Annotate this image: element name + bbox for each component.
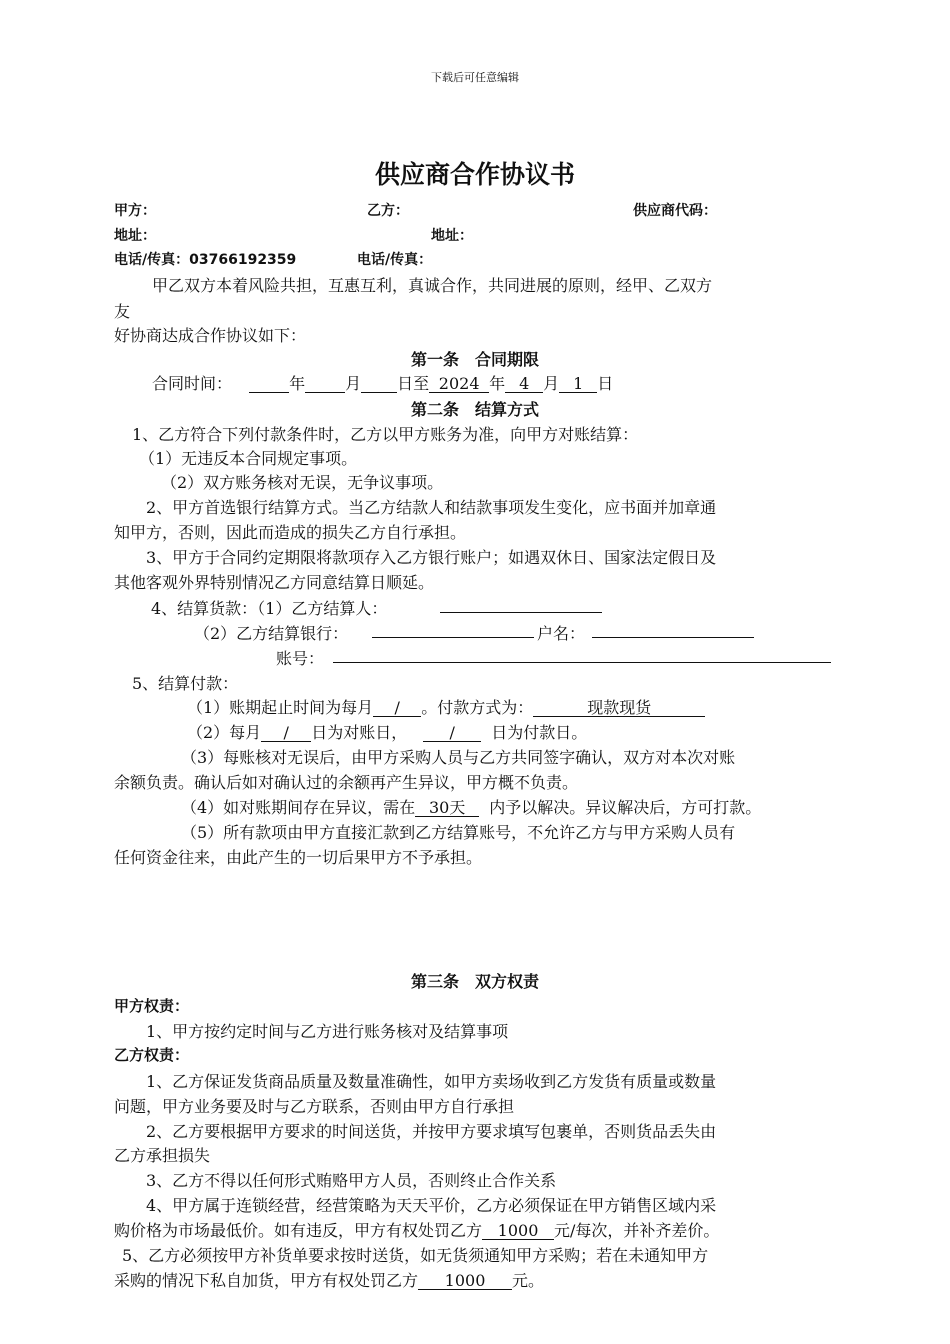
- pay-day-value: /: [423, 725, 481, 742]
- penalty-label-2: 采购的情况下私自加货，甲方有权处罚乙方: [114, 1271, 419, 1290]
- party-b-duty-5-l2: [114, 1268, 544, 1291]
- party-b-duty-2-l2: 乙方承担损失: [114, 1146, 211, 1165]
- month-char-2: 月: [543, 374, 560, 393]
- reconcile-day-value: /: [261, 725, 311, 742]
- intro-line-2: 友: [114, 302, 131, 321]
- party-a-phone: [114, 249, 296, 269]
- end-day: 1: [559, 376, 597, 393]
- intro-line-3: 好协商达成合作协议如下：: [114, 326, 307, 345]
- dispute-days: 30天: [415, 800, 479, 817]
- penalty-suffix-1: 元/每次，并补齐差价。: [554, 1221, 720, 1240]
- party-a-duty-1: 1、甲方按约定时间与乙方进行账务核对及结算事项: [146, 1022, 509, 1041]
- penalty-label-1: 购价格为市场最低价。如有违反，甲方有权处罚乙方: [114, 1221, 483, 1240]
- payment-term-3-l2: 余额负责。确认后如对确认过的余额再产生异议，甲方概不负责。: [114, 773, 579, 792]
- intro-line-1: 甲乙双方本着风险共担，互惠互利，真诚合作，共同进展的原则，经甲、乙双方: [152, 276, 713, 295]
- day-char-2: 日: [597, 374, 614, 393]
- party-b-address-label: 地址：: [431, 228, 473, 244]
- account-number-blank: [333, 662, 831, 663]
- settlement-clause-1: 1、乙方符合下列付款条件时，乙方以甲方账务为准，向甲方对账结算：: [132, 425, 639, 444]
- party-b-duty-5-l1: 5、乙方必须按甲方补货单要求按时送货，如无货须通知甲方采购；若在未通知甲方: [122, 1246, 709, 1265]
- start-year-blank: [249, 376, 289, 393]
- party-a-phone-label: 电话/传真：: [114, 252, 190, 268]
- party-b-phone-label: 电话/传真：: [357, 252, 433, 268]
- party-b-duty-3: 3、乙方不得以任何形式贿赂甲方人员，否则终止合作关系: [146, 1171, 557, 1190]
- settlement-person-label: 4、结算货款：（1）乙方结算人：: [151, 599, 388, 618]
- document-title: 供应商合作协议书: [374, 160, 575, 189]
- party-b-duty-1-l2: 问题，甲方业务要及时与乙方联系，否则由甲方自行承担: [114, 1097, 515, 1116]
- settlement-bank-blank: [372, 637, 534, 638]
- reconcile-day-label: （2）每月: [187, 723, 262, 742]
- settlement-bank-label: （2）乙方结算银行：: [194, 624, 349, 643]
- supplier-code-label: 供应商代码：: [633, 203, 717, 219]
- party-b-duty-4-l2: [114, 1218, 719, 1241]
- start-month-blank: [305, 376, 345, 393]
- billing-period-label: （1）账期起止时间为每月: [187, 698, 374, 717]
- contract-period-label: 合同时间：: [152, 374, 233, 393]
- settlement-clause-3-l2: 其他客观外界特别情况乙方同意结算日顺延。: [114, 573, 435, 592]
- penalty-amount-2: 1000: [418, 1273, 512, 1290]
- party-a-duties-title: 甲方权责：: [114, 997, 190, 1015]
- dispute-label: （4）如对账期间存在异议，需在: [181, 798, 416, 817]
- settlement-clause-2-l2: 知甲方，否则，因此而造成的损失乙方自行承担。: [114, 523, 467, 542]
- payment-method-label: 。付款方式为：: [421, 698, 534, 717]
- penalty-suffix-2: 元。: [512, 1271, 545, 1290]
- contract-period-line: [152, 371, 613, 394]
- party-b-label: 乙方：: [367, 203, 409, 219]
- payment-heading: 5、结算付款：: [132, 674, 239, 693]
- penalty-amount-1: 1000: [482, 1223, 554, 1240]
- dispute-suffix: 内予以解决。异议解决后，方可打款。: [489, 798, 762, 817]
- billing-period-value: /: [373, 700, 421, 717]
- party-b-duty-4-l1: 4、甲方属于连锁经营，经营策略为天天平价，乙方必须保证在甲方销售区域内采: [146, 1196, 717, 1215]
- year-char-2: 年: [489, 374, 506, 393]
- settlement-clause-1a: （1）无违反本合同规定事项。: [139, 449, 358, 468]
- party-b-duties-title: 乙方权责：: [114, 1046, 190, 1064]
- payment-term-4: [181, 795, 761, 818]
- party-a-phone-value: 03766192359: [189, 252, 297, 268]
- end-month: 4: [505, 376, 543, 393]
- payment-term-1: [187, 695, 705, 718]
- payment-term-5-l1: （5）所有款项由甲方直接汇款到乙方结算账号，不允许乙方与甲方采购人员有: [181, 823, 736, 842]
- account-holder-blank: [592, 637, 754, 638]
- payment-term-3-l1: （3）每账核对无误后，由甲方采购人员与乙方共同签字确认，双方对本次对账: [181, 748, 736, 767]
- settlement-clause-3-l1: 3、甲方于合同约定期限将款项存入乙方银行账户；如遇双休日、国家法定假日及: [146, 548, 717, 567]
- settlement-person-blank: [440, 612, 602, 613]
- account-number-label: 账号：: [276, 649, 325, 668]
- party-a-address-label: 地址：: [114, 228, 156, 244]
- article-1-heading: 第一条 合同期限: [410, 350, 539, 369]
- payment-term-2: [187, 720, 587, 743]
- year-char: 年: [289, 374, 306, 393]
- end-year: 2024: [429, 376, 489, 393]
- start-day-blank: [361, 376, 397, 393]
- article-3-heading: 第三条 双方权责: [410, 972, 539, 991]
- party-b-duty-1-l1: 1、乙方保证发货商品质量及数量准确性，如甲方卖场收到乙方发货有质量或数量: [146, 1072, 717, 1091]
- header-note: 下载后可任意编辑: [431, 71, 519, 84]
- settlement-clause-1b: （2）双方账务核对无误，无争议事项。: [161, 473, 444, 492]
- settlement-clause-2-l1: 2、甲方首选银行结算方式。当乙方结款人和结款事项发生变化，应书面并加章通: [146, 498, 717, 517]
- month-char: 月: [345, 374, 362, 393]
- article-2-heading: 第二条 结算方式: [410, 400, 539, 419]
- payment-term-5-l2: 任何资金往来，由此产生的一切后果甲方不予承担。: [114, 848, 483, 867]
- party-b-duty-2-l1: 2、乙方要根据甲方要求的时间送货，并按甲方要求填写包裹单，否则货品丢失由: [146, 1122, 717, 1141]
- pay-day-suffix: 日为付款日。: [491, 723, 588, 742]
- day-to: 日至: [397, 374, 430, 393]
- party-a-label: 甲方：: [114, 203, 156, 219]
- payment-method-value: 现款现货: [533, 700, 705, 717]
- account-holder-label: 户名：: [537, 624, 586, 643]
- reconcile-day-suffix: 日为对账日，: [311, 723, 408, 742]
